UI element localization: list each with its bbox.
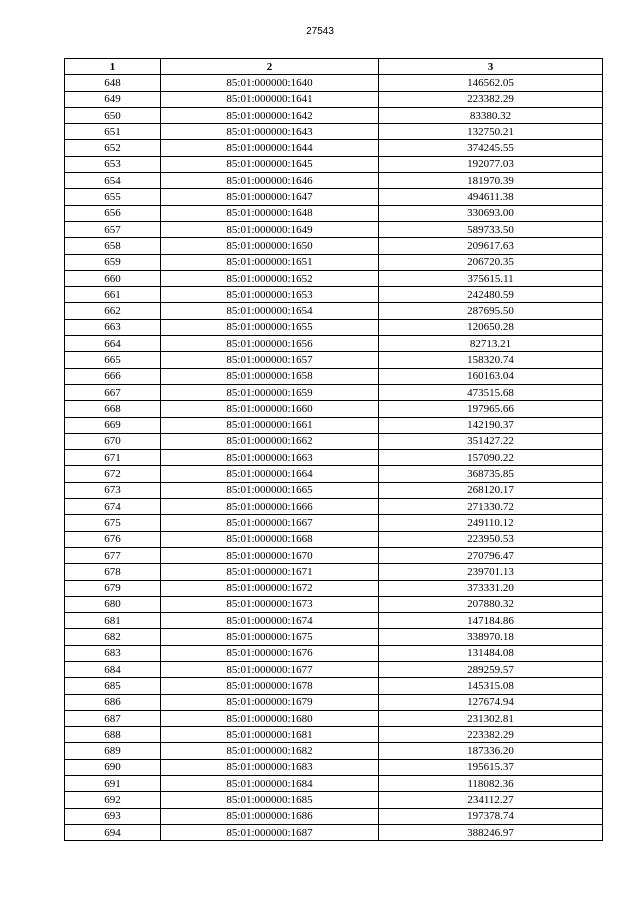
cadastral-number-cell: 85:01:000000:1674 — [161, 613, 379, 629]
row-number-cell: 650 — [65, 107, 161, 123]
cadastral-number-cell: 85:01:000000:1666 — [161, 499, 379, 515]
value-cell: 206720.35 — [379, 254, 603, 270]
cadastral-number-cell: 85:01:000000:1659 — [161, 384, 379, 400]
row-number-cell: 648 — [65, 75, 161, 91]
row-number-cell: 683 — [65, 645, 161, 661]
row-number-cell: 660 — [65, 270, 161, 286]
cadastral-number-cell: 85:01:000000:1655 — [161, 319, 379, 335]
row-number-cell: 688 — [65, 727, 161, 743]
row-number-cell: 674 — [65, 499, 161, 515]
row-number-cell: 649 — [65, 91, 161, 107]
value-cell: 131484.08 — [379, 645, 603, 661]
value-cell: 351427.22 — [379, 433, 603, 449]
value-cell: 239701.13 — [379, 564, 603, 580]
cadastral-number-cell: 85:01:000000:1671 — [161, 564, 379, 580]
value-cell: 158320.74 — [379, 352, 603, 368]
table-row — [65, 156, 603, 172]
cadastral-number-cell: 85:01:000000:1682 — [161, 743, 379, 759]
page-number: 27543 — [306, 26, 334, 37]
row-number-cell: 666 — [65, 368, 161, 384]
value-cell: 147184.86 — [379, 613, 603, 629]
column-header-1: 1 — [65, 59, 161, 75]
row-number-cell: 653 — [65, 156, 161, 172]
row-number-cell: 655 — [65, 189, 161, 205]
value-cell: 197965.66 — [379, 401, 603, 417]
table-row — [65, 173, 603, 189]
table-row — [65, 417, 603, 433]
value-cell: 223950.53 — [379, 531, 603, 547]
table-row — [65, 596, 603, 612]
cadastral-number-cell: 85:01:000000:1685 — [161, 792, 379, 808]
table-row — [65, 433, 603, 449]
cadastral-number-cell: 85:01:000000:1662 — [161, 433, 379, 449]
table-row — [65, 189, 603, 205]
value-cell: 268120.17 — [379, 482, 603, 498]
cadastral-number-cell: 85:01:000000:1650 — [161, 238, 379, 254]
cadastral-number-cell: 85:01:000000:1686 — [161, 808, 379, 824]
cadastral-number-cell: 85:01:000000:1652 — [161, 270, 379, 286]
row-number-cell: 692 — [65, 792, 161, 808]
row-number-cell: 658 — [65, 238, 161, 254]
value-cell: 373331.20 — [379, 580, 603, 596]
value-cell: 207880.32 — [379, 596, 603, 612]
table-row — [65, 792, 603, 808]
cadastral-number-cell: 85:01:000000:1687 — [161, 824, 379, 840]
cadastral-number-cell: 85:01:000000:1660 — [161, 401, 379, 417]
table-row — [65, 613, 603, 629]
value-cell: 374245.55 — [379, 140, 603, 156]
registry-table — [64, 58, 603, 841]
row-number-cell: 678 — [65, 564, 161, 580]
row-number-cell: 667 — [65, 384, 161, 400]
row-number-cell: 673 — [65, 482, 161, 498]
value-cell: 494611.38 — [379, 189, 603, 205]
row-number-cell: 690 — [65, 759, 161, 775]
table-header — [65, 59, 603, 75]
row-number-cell: 671 — [65, 450, 161, 466]
cadastral-number-cell: 85:01:000000:1658 — [161, 368, 379, 384]
value-cell: 187336.20 — [379, 743, 603, 759]
table-row — [65, 466, 603, 482]
cadastral-number-cell: 85:01:000000:1679 — [161, 694, 379, 710]
row-number-cell: 651 — [65, 124, 161, 140]
table-row — [65, 564, 603, 580]
value-cell: 192077.03 — [379, 156, 603, 172]
table-row — [65, 743, 603, 759]
value-cell: 223382.29 — [379, 91, 603, 107]
cadastral-number-cell: 85:01:000000:1661 — [161, 417, 379, 433]
value-cell: 83380.32 — [379, 107, 603, 123]
row-number-cell: 693 — [65, 808, 161, 824]
row-number-cell: 664 — [65, 336, 161, 352]
table-row — [65, 336, 603, 352]
value-cell: 473515.68 — [379, 384, 603, 400]
row-number-cell: 680 — [65, 596, 161, 612]
cadastral-number-cell: 85:01:000000:1641 — [161, 91, 379, 107]
cadastral-number-cell: 85:01:000000:1665 — [161, 482, 379, 498]
table-row — [65, 287, 603, 303]
table-row — [65, 727, 603, 743]
row-number-cell: 663 — [65, 319, 161, 335]
value-cell: 289259.57 — [379, 661, 603, 677]
row-number-cell: 677 — [65, 547, 161, 563]
table-row — [65, 759, 603, 775]
value-cell: 146562.05 — [379, 75, 603, 91]
value-cell: 181970.39 — [379, 173, 603, 189]
value-cell: 120650.28 — [379, 319, 603, 335]
row-number-cell: 652 — [65, 140, 161, 156]
value-cell: 160163.04 — [379, 368, 603, 384]
cadastral-number-cell: 85:01:000000:1668 — [161, 531, 379, 547]
cadastral-number-cell: 85:01:000000:1649 — [161, 221, 379, 237]
value-cell: 209617.63 — [379, 238, 603, 254]
value-cell: 132750.21 — [379, 124, 603, 140]
cadastral-number-cell: 85:01:000000:1664 — [161, 466, 379, 482]
cadastral-number-cell: 85:01:000000:1642 — [161, 107, 379, 123]
cadastral-number-cell: 85:01:000000:1657 — [161, 352, 379, 368]
table-row — [65, 384, 603, 400]
value-cell: 195615.37 — [379, 759, 603, 775]
value-cell: 287695.50 — [379, 303, 603, 319]
row-number-cell: 684 — [65, 661, 161, 677]
cadastral-number-cell: 85:01:000000:1670 — [161, 547, 379, 563]
table-row — [65, 482, 603, 498]
table-row — [65, 401, 603, 417]
table-row — [65, 140, 603, 156]
row-number-cell: 656 — [65, 205, 161, 221]
table-row — [65, 808, 603, 824]
cadastral-number-cell: 85:01:000000:1663 — [161, 450, 379, 466]
column-header-2: 2 — [161, 59, 379, 75]
value-cell: 271330.72 — [379, 499, 603, 515]
value-cell: 330693.00 — [379, 205, 603, 221]
value-cell: 82713.21 — [379, 336, 603, 352]
table-row — [65, 531, 603, 547]
row-number-cell: 687 — [65, 710, 161, 726]
cadastral-number-cell: 85:01:000000:1684 — [161, 776, 379, 792]
cadastral-number-cell: 85:01:000000:1681 — [161, 727, 379, 743]
value-cell: 368735.85 — [379, 466, 603, 482]
table-row — [65, 499, 603, 515]
table-body — [65, 75, 603, 841]
cadastral-number-cell: 85:01:000000:1678 — [161, 678, 379, 694]
cadastral-number-cell: 85:01:000000:1640 — [161, 75, 379, 91]
value-cell: 145315.08 — [379, 678, 603, 694]
table-row — [65, 91, 603, 107]
row-number-cell: 691 — [65, 776, 161, 792]
row-number-cell: 654 — [65, 173, 161, 189]
value-cell: 118082.36 — [379, 776, 603, 792]
row-number-cell: 685 — [65, 678, 161, 694]
table-row — [65, 254, 603, 270]
table-row — [65, 352, 603, 368]
value-cell: 375615.11 — [379, 270, 603, 286]
header-row — [65, 59, 603, 75]
table-row — [65, 319, 603, 335]
table-row — [65, 710, 603, 726]
table-row — [65, 661, 603, 677]
cadastral-number-cell: 85:01:000000:1653 — [161, 287, 379, 303]
row-number-cell: 669 — [65, 417, 161, 433]
row-number-cell: 676 — [65, 531, 161, 547]
row-number-cell: 670 — [65, 433, 161, 449]
table-row — [65, 238, 603, 254]
row-number-cell: 675 — [65, 515, 161, 531]
table-row — [65, 303, 603, 319]
cadastral-number-cell: 85:01:000000:1647 — [161, 189, 379, 205]
row-number-cell: 665 — [65, 352, 161, 368]
table-row — [65, 580, 603, 596]
cadastral-number-cell: 85:01:000000:1667 — [161, 515, 379, 531]
row-number-cell: 679 — [65, 580, 161, 596]
cadastral-number-cell: 85:01:000000:1656 — [161, 336, 379, 352]
cadastral-number-cell: 85:01:000000:1676 — [161, 645, 379, 661]
cadastral-number-cell: 85:01:000000:1643 — [161, 124, 379, 140]
table-row — [65, 205, 603, 221]
column-header-3: 3 — [379, 59, 603, 75]
cadastral-number-cell: 85:01:000000:1646 — [161, 173, 379, 189]
row-number-cell: 681 — [65, 613, 161, 629]
cadastral-number-cell: 85:01:000000:1648 — [161, 205, 379, 221]
table-row — [65, 221, 603, 237]
table-row — [65, 645, 603, 661]
table-row — [65, 547, 603, 563]
value-cell: 249110.12 — [379, 515, 603, 531]
row-number-cell: 661 — [65, 287, 161, 303]
value-cell: 242480.59 — [379, 287, 603, 303]
table-row — [65, 368, 603, 384]
row-number-cell: 689 — [65, 743, 161, 759]
row-number-cell: 682 — [65, 629, 161, 645]
row-number-cell: 659 — [65, 254, 161, 270]
table-row — [65, 678, 603, 694]
cadastral-number-cell: 85:01:000000:1683 — [161, 759, 379, 775]
cadastral-number-cell: 85:01:000000:1677 — [161, 661, 379, 677]
value-cell: 338970.18 — [379, 629, 603, 645]
value-cell: 197378.74 — [379, 808, 603, 824]
value-cell: 234112.27 — [379, 792, 603, 808]
table-row — [65, 629, 603, 645]
row-number-cell: 694 — [65, 824, 161, 840]
row-number-cell: 668 — [65, 401, 161, 417]
value-cell: 270796.47 — [379, 547, 603, 563]
row-number-cell: 686 — [65, 694, 161, 710]
cadastral-number-cell: 85:01:000000:1651 — [161, 254, 379, 270]
table-row — [65, 107, 603, 123]
table-row — [65, 124, 603, 140]
cadastral-number-cell: 85:01:000000:1654 — [161, 303, 379, 319]
cadastral-number-cell: 85:01:000000:1672 — [161, 580, 379, 596]
value-cell: 142190.37 — [379, 417, 603, 433]
cadastral-number-cell: 85:01:000000:1673 — [161, 596, 379, 612]
value-cell: 589733.50 — [379, 221, 603, 237]
table-row — [65, 776, 603, 792]
row-number-cell: 672 — [65, 466, 161, 482]
cadastral-number-cell: 85:01:000000:1680 — [161, 710, 379, 726]
value-cell: 157090.22 — [379, 450, 603, 466]
table-row — [65, 75, 603, 91]
cadastral-number-cell: 85:01:000000:1675 — [161, 629, 379, 645]
row-number-cell: 657 — [65, 221, 161, 237]
row-number-cell: 662 — [65, 303, 161, 319]
table-row — [65, 515, 603, 531]
value-cell: 231302.81 — [379, 710, 603, 726]
value-cell: 388246.97 — [379, 824, 603, 840]
value-cell: 127674.94 — [379, 694, 603, 710]
cadastral-number-cell: 85:01:000000:1644 — [161, 140, 379, 156]
table-row — [65, 450, 603, 466]
table-row — [65, 694, 603, 710]
value-cell: 223382.29 — [379, 727, 603, 743]
cadastral-number-cell: 85:01:000000:1645 — [161, 156, 379, 172]
table-row — [65, 824, 603, 840]
table-row — [65, 270, 603, 286]
